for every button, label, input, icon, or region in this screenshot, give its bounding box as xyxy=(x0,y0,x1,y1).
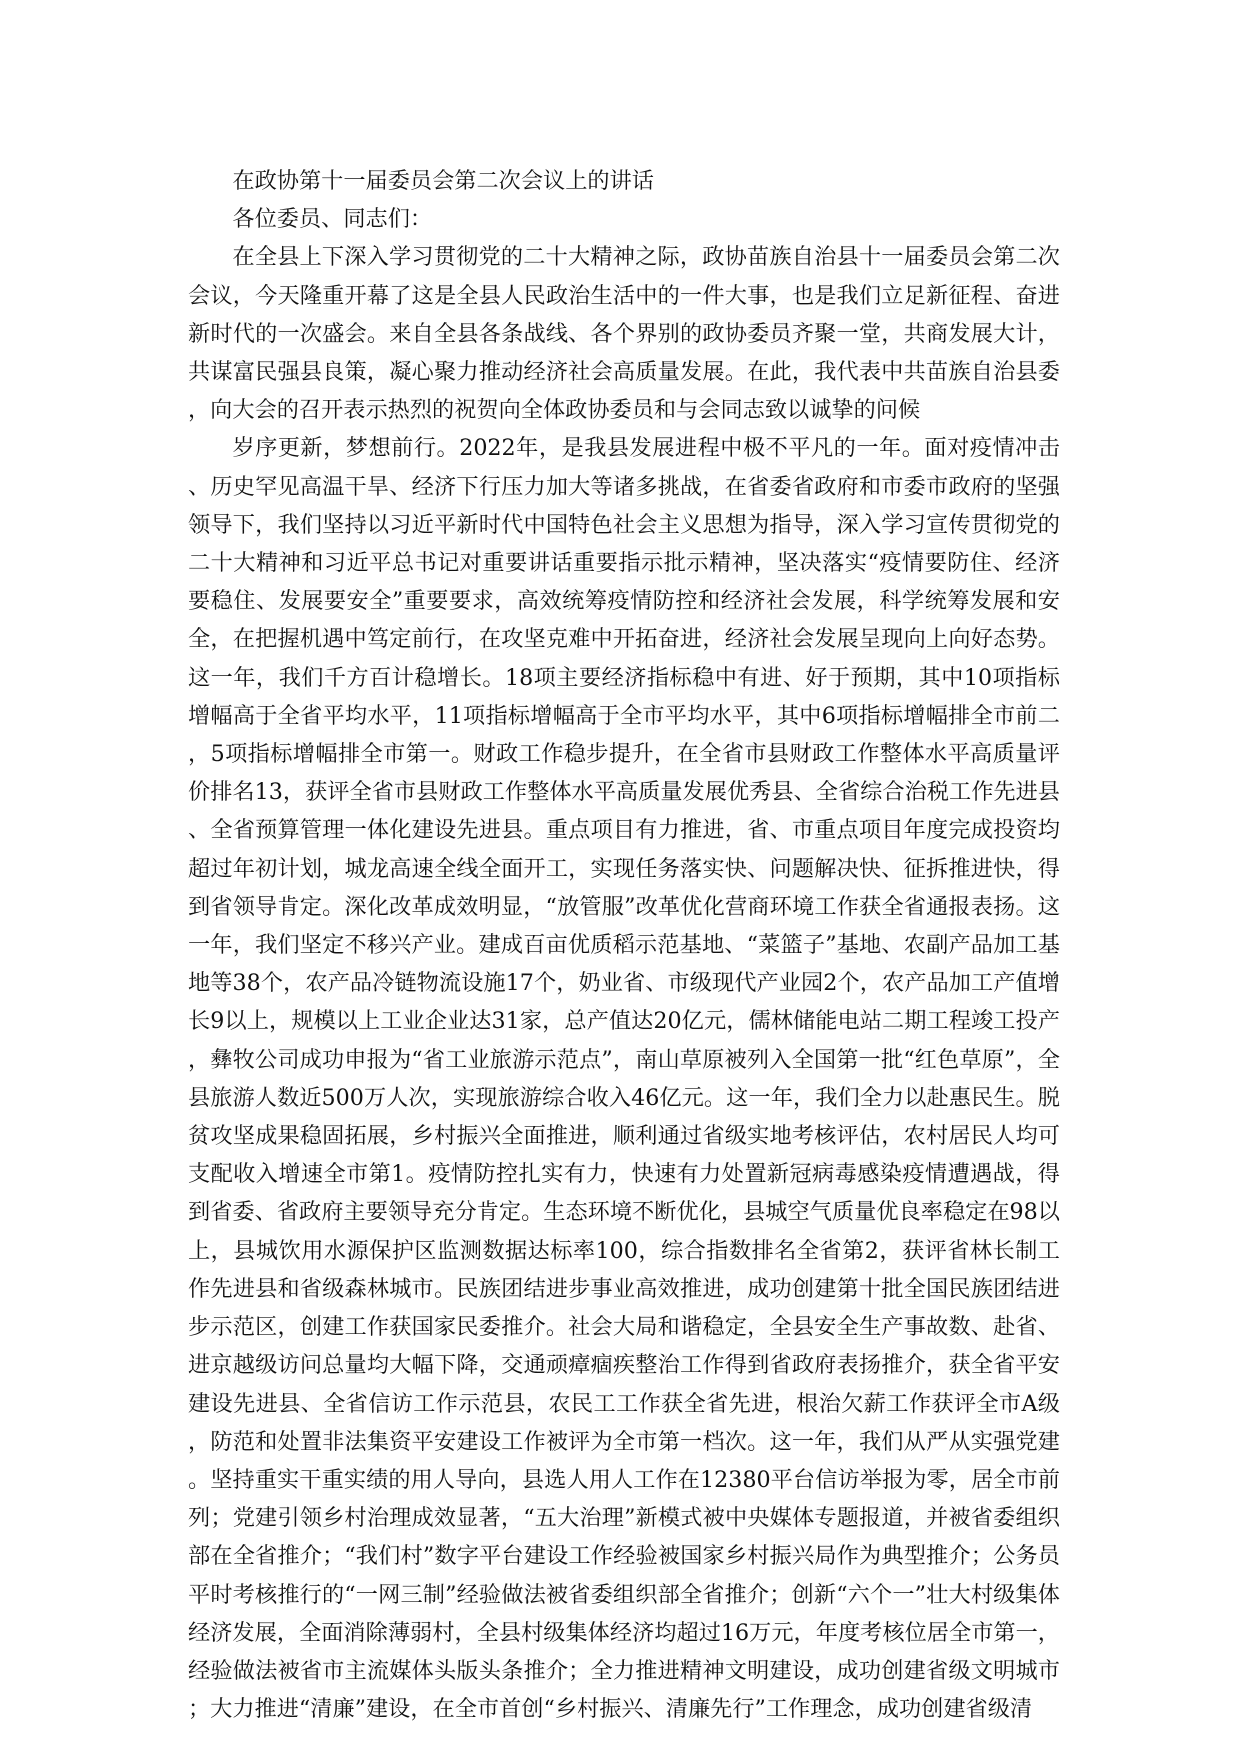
salutation: 各位委员、同志们： xyxy=(232,206,433,233)
document-page xyxy=(188,162,1060,1728)
speech-title: 在政协第十一届委员会第二次会议上的讲话 xyxy=(232,168,654,194)
body-paragraph-review: 岁序更新，梦想前行。2022年，是我县发展进程中极不平凡的一年。面对疫情冲击、历史罕见高温干旱、经济下行压力加大等诸多挑战，在省委省政府和市委市政府的坚强领导下，我们坚持以习近平新时代中国特色社会主义思想为指导，深入学习宣传贯彻党的二十大精神和习近平总书记对重要讲话重要指示批示精神，坚决落实“疫情要防住、经济要稳住、发展要安全”重要要求，高效统筹疫情防控和经济社会发展，科学统筹发展和安全，在把握机遇中笃定前行，在攻坚克难中开拓奋进，经济社会发展呈现向上向好态势。这一年，我们千方百计稳增长。18项主要经济指标稳中有进、好于预期，其中10项指标增幅高于全省平均水平，11项指标增幅高于全市平均水平，其中6项指标增幅排全市前二，5项指标增幅排全市第一。财政工作稳步提升，在全省市县财政工作整体水平高质量评价排名13，获评全省市县财政工作整体水平高质量发展优秀县、全省综合治税工作先进县、全省预算管理一体化建设先进县。重点项目有力推进，省、市重点项目年度完成投资均超过年初计划，城龙高速全线全面开工，实现任务落实快、问题解决快、征拆推进快，得到省领导肯定。深化改革成效明显，“放管服”改革优化营商环境工作获全省通报表扬。这一年，我们坚定不移兴产业。建成百亩优质稻示范基地、“菜篮子”基地、农副产品加工基地等38个，农产品冷链物流设施17个，奶业省、市级现代产业园2个，农产品加工产值增长9以上，规模以上工业企业达31家，总产值达20亿元，儒林储能电站二期工程竣工投产，彝牧公司成功申报为“省工业旅游示范点”，南山草原被列入全国第一批“红色草原”，全县旅游人数近500万人次，实现旅游综合收入46亿元。这一年，我们全力以赴惠民生。脱贫攻坚成果稳固拓展，乡村振兴全面推进，顺利通过省级实地考核评估，农村居民人均可支配收入增速全市第1。疫情防控扎实有力，快速有力处置新冠病毒感染疫情遭遇战，得到省委、省政府主要领导充分肯定。生态环境不断优化，县城空气质量优良率稳定在98以上，县城饮用水源保护区监测数据达标率100，综合指数排名全省第2，获评省林长制工作先进县和省级森林城市。民族团结进步事业高效推进，成功创建第十批全国民族团结进步示范区，创建工作获国家民委推介。社会大局和谐稳定，全县安全生产事故数、赴省、进京越级访问总量均大幅下降，交通顽瘴痼疾整治工作得到省政府表扬推介，获全省平安建设先进县、全省信访工作示范县，农民工工作获全省先进，根治欠薪工作获评全市A级，防范和处置非法集资平安建设工作被评为全市第一档次。这一年，我们从严从实强党建。坚持重实干重实绩的用人导向，县选人用人工作在12380平台信访举报为零，居全市前列；党建引领乡村治理成效显著，“五大治理”新模式被中央媒体专题报道，并被省委组织部在全省推介；“我们村”数字平台建设工作经验被国家乡村振兴局作为典型推介；公务员平时考核推行的“一网三制”经验做法被省委组织部全省推介；创新“六个一”壮大村级集体经济发展，全面消除薄弱村，全县村级集体经济均超过16万元，年度考核位居全市第一，经验做法被省市主流媒体头版头条推介；全力推进精神文明建设，成功创建省级文明城市；大力推进“清廉”建设，在全市首创“乡村振兴、清廉先行”工作理念，成功创建省级清 xyxy=(188,435,1060,1723)
body-paragraph-opening: 在全县上下深入学习贯彻党的二十大精神之际，政协苗族自治县十一届委员会第二次会议，今天隆重开幕了这是全县人民政治生活中的一件大事，也是我们立足新征程、奋进新时代的一次盛会。来自全县各条战线、各个界别的政协委员齐聚一堂，共商发展大计，共谋富民强县良策，凝心聚力推动经济社会高质量发展。在此，我代表中共苗族自治县委，向大会的召开表示热烈的祝贺向全体政协委员和与会同志致以诚挚的问候 xyxy=(188,244,1060,424)
